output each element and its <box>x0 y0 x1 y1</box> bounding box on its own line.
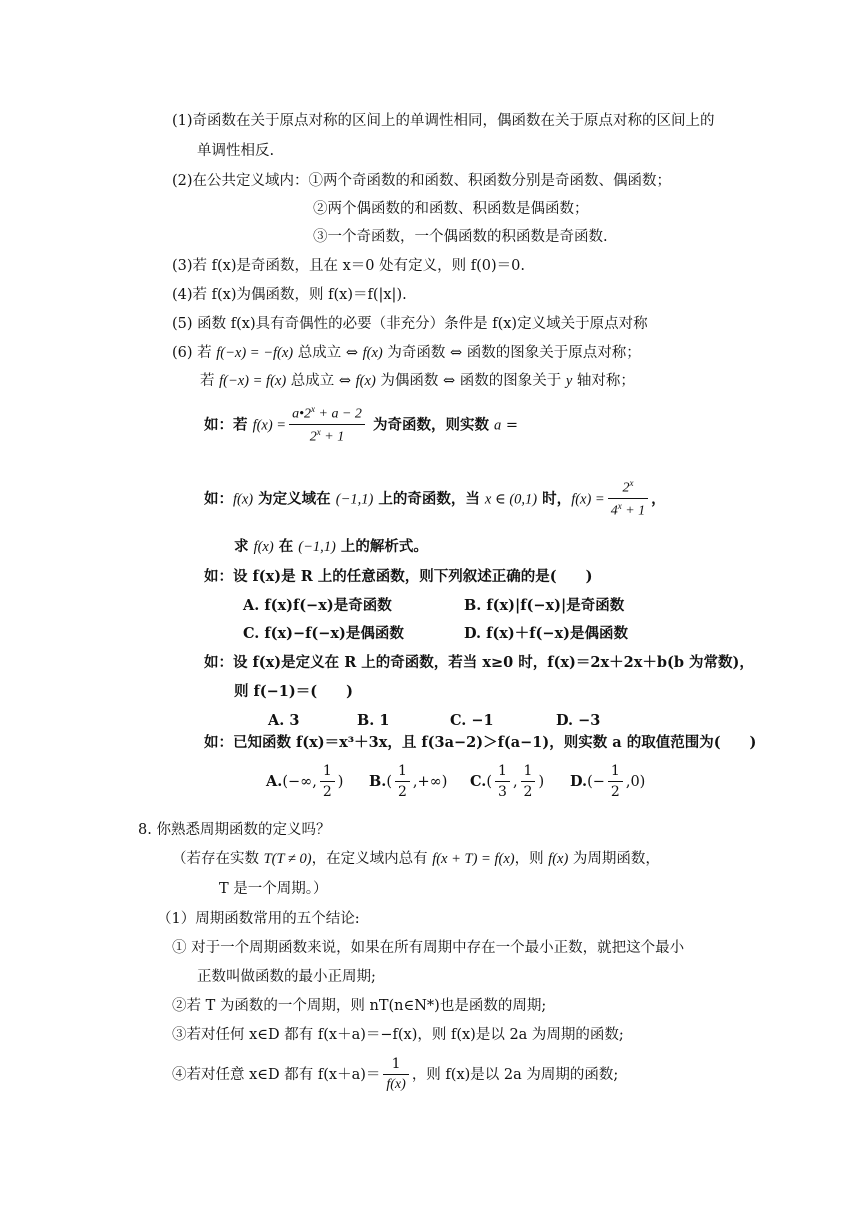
example-4-option-b: B. 1 <box>357 712 390 729</box>
conclusion-1-line-1: (1)奇函数在关于原点对称的区间上的单调性相同，偶函数在关于原点对称的区间上的 <box>172 113 715 129</box>
periodic-conclusion-3: ③若对任何 x∈D 都有 f(x＋a)＝−f(x)，则 f(x)是以 2a 为周期的函数; <box>172 1027 624 1043</box>
example-5-option-a: A.(−∞, $\frac{1}{2}$ ) <box>266 763 344 800</box>
periodic-definition-line-2: T 是一个周期。） <box>219 881 328 897</box>
example-3-option-b: B. f(x)|f(−x)|是奇函数 <box>464 597 625 614</box>
example-4-question-line-1: 如：设 f(x)是定义在 R 上的奇函数，若当 x≥0 时，f(x)＝2x＋2x＋b(b 为常数)， <box>204 654 754 671</box>
periodic-conclusion-4-fraction: $\frac{1}{f(x)}$ <box>383 1056 408 1094</box>
conclusion-4: (4)若 f(x)为偶函数，则 f(x)＝f(|x|). <box>172 287 407 303</box>
example-4-question-line-2: 则 f(−1)＝( ) <box>234 683 353 700</box>
conclusion-6-line-1: (6) 若 f(−x) = −f(x) 总成立 ⇔ f(x) 为奇函数 ⇔ 函数的图象关于原点对称； <box>172 345 641 361</box>
conclusion-3: (3)若 f(x)是奇函数，且在 x＝0 处有定义，则 f(0)＝0. <box>172 258 525 274</box>
periodic-conclusion-4: ④若对任意 x∈D 都有 f(x＋a)＝ $\frac{1}{f(x)}$ ，则 f(x)是以 2a 为周期的函数; <box>172 1056 619 1092</box>
periodic-definition-line-1: （若存在实数 T(T ≠ 0)，在定义域内总有 f(x + T) = f(x)，则 f(x) 为周期函数， <box>172 851 660 867</box>
example-5-option-d: D.(− $\frac{1}{2}$ ,0) <box>570 763 646 800</box>
example-3-option-d: D. f(x)＋f(−x)是偶函数 <box>464 625 629 642</box>
example-4-option-c: C. −1 <box>450 712 494 729</box>
conclusion-2-line-2: ②两个偶函数的和函数、积函数是偶函数； <box>313 201 589 217</box>
example-1: 如：若 f(x) = $\frac{a•2^x + a - 2}{2^x + 1}$ 为奇函数，则实数 a = <box>204 404 519 446</box>
conclusion-2-line-1: (2)在公共定义域内：①两个奇函数的和函数、积函数分别是奇函数、偶函数； <box>172 173 672 189</box>
example-5-option-b: B.( $\frac{1}{2}$ ,+∞) <box>369 763 448 800</box>
example-2-fraction: $\frac{2^x}{4^x + 1}$ <box>608 478 648 521</box>
example-5-question: 如：已知函数 f(x)＝x³＋3x，且 f(3a−2)＞f(a−1)，则实数 a 的取值范围为( ) <box>204 734 757 751</box>
example-3-option-a: A. f(x)f(−x)是奇函数 <box>243 597 392 614</box>
conclusion-5: (5) 函数 f(x)具有奇偶性的必要（非充分）条件是 f(x)定义域关于原点对称 <box>172 316 648 332</box>
periodic-conclusion-1-line-2: 正数叫做函数的最小正周期; <box>197 969 376 985</box>
conclusion-1-line-2: 单调性相反. <box>197 143 275 159</box>
example-2-line-2: 求 f(x) 在 (−1,1) 上的解析式。 <box>234 538 428 555</box>
example-3-option-c: C. f(x)−f(−x)是偶函数 <box>243 625 404 642</box>
periodic-conclusions-heading: （1）周期函数常用的五个结论: <box>157 911 360 927</box>
conclusion-6-line-2: 若 f(−x) = f(x) 总成立 ⇔ f(x) 为偶函数 ⇔ 函数的图象关于 y 轴对称； <box>200 373 635 389</box>
section-8-title: 8. 你熟悉周期函数的定义吗？ <box>138 822 331 838</box>
example-3-question: 如：设 f(x)是 R 上的任意函数，则下列叙述正确的是( ) <box>204 568 593 585</box>
conclusion-2-line-3: ③一个奇函数，一个偶函数的积函数是奇函数. <box>313 229 608 245</box>
example-5-option-c: C.( $\frac{1}{3}$ , $\frac{1}{2}$ ) <box>470 763 545 800</box>
periodic-conclusion-1-line-1: ① 对于一个周期函数来说，如果在所有周期中存在一个最小正数，就把这个最小 <box>172 940 685 956</box>
example-1-fraction: $\frac{a•2^x + a - 2}{2^x + 1}$ <box>289 404 365 447</box>
example-4-option-a: A. 3 <box>268 712 300 729</box>
example-2-line-1: 如：f(x) 为定义域在 (−1,1) 上的奇函数，当 x ∈ (0,1) 时，f(x) = $\frac{2^x}{4^x + 1}$ ， <box>204 478 666 520</box>
example-4-option-d: D. −3 <box>556 712 601 729</box>
periodic-conclusion-2: ②若 T 为函数的一个周期，则 nT(n∈N*)也是函数的周期; <box>172 998 547 1014</box>
